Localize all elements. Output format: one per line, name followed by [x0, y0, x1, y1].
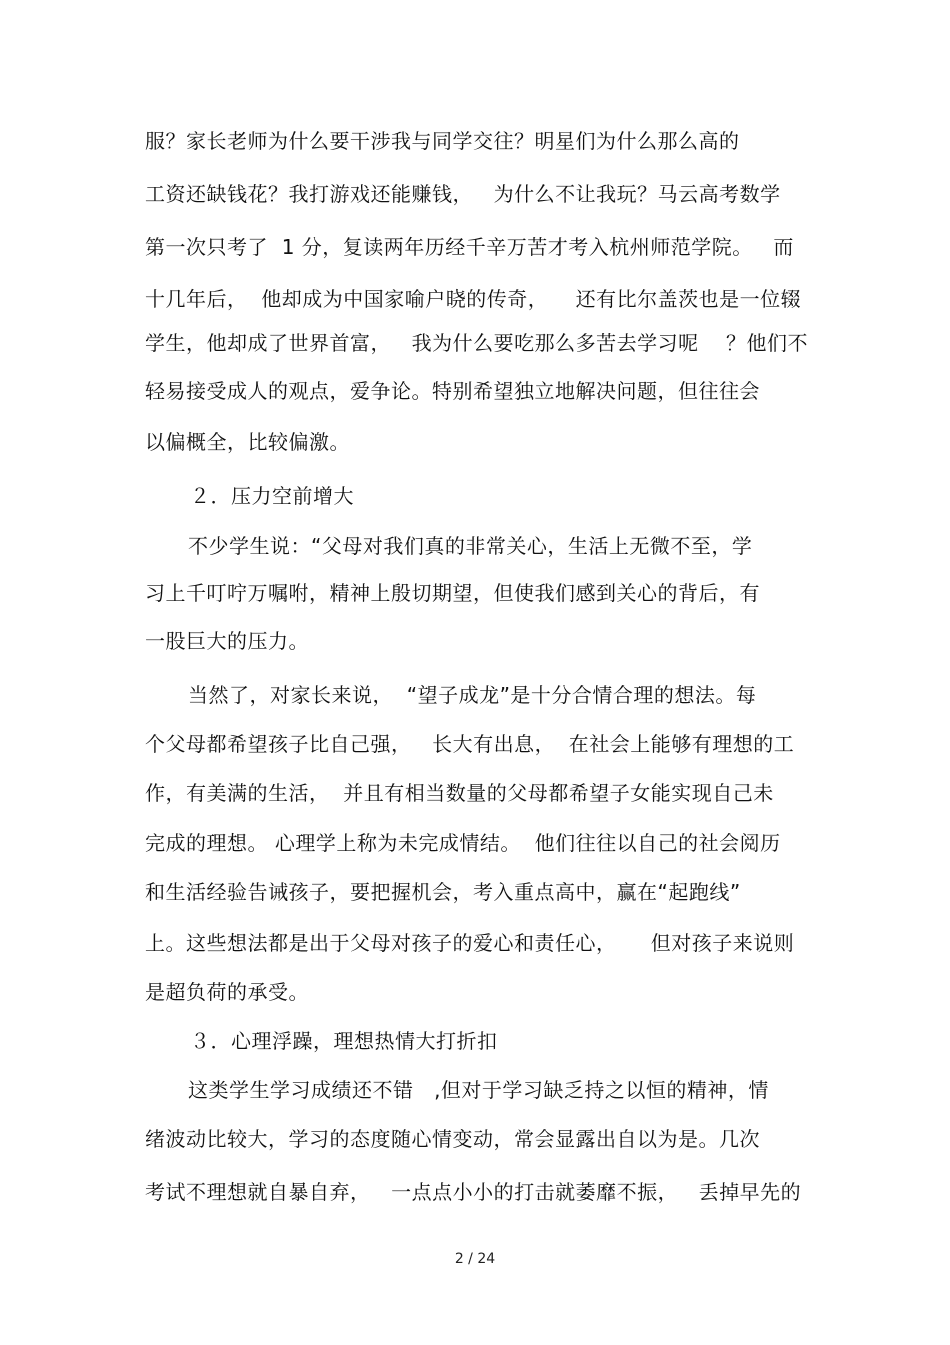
paragraph-line: 考试不理想就自暴自弃， 一点点小小的打击就萎靡不振， 丢掉早先的: [145, 1180, 802, 1204]
paragraph-line: 学生，他却成了世界首富， 我为什么要吃那么多苦去学习呢 ？他们不: [145, 331, 809, 355]
paragraph-line: 十几年后， 他却成为中国家喻户晓的传奇， 还有比尔盖茨也是一位辍: [145, 287, 802, 311]
paragraph-line: 当然了，对家长来说， “望子成龙”是十分合情合理的想法。每: [188, 683, 757, 707]
paragraph-line: 一股巨大的压力。: [145, 629, 309, 653]
paragraph-line: 上。这些想法都是出于父母对孩子的爱心和责任心， 但对孩子来说则: [145, 931, 795, 955]
paragraph-line: 不少学生说：“父母对我们真的非常关心，生活上无微不至，学: [188, 534, 753, 558]
paragraph-line: 绪波动比较大，学习的态度随心情变动，常会显露出自以为是。几次: [145, 1127, 760, 1151]
paragraph-line: 以偏概全，比较偏激。: [145, 430, 350, 454]
paragraph-line: 和生活经验告诫孩子，要把握机会，考入重点高中，赢在“起跑线”: [145, 880, 741, 904]
section-heading: ２．压力空前增大: [190, 484, 354, 508]
paragraph-line: 作，有美满的生活， 并且有相当数量的父母都希望子女能实现自己未: [145, 781, 774, 805]
paragraph-line: 习上千叮咛万嘱咐，精神上殷切期望，但使我们感到关心的背后，有: [145, 581, 760, 605]
paragraph-line: 工资还缺钱花？我打游戏还能赚钱， 为什么不让我玩？马云高考数学: [145, 182, 781, 206]
paragraph-line: 第一次只考了 1 分，复读两年历经千辛万苦才考入杭州师范学院。 而: [145, 235, 794, 259]
paragraph-line: 是超负荷的承受。: [145, 980, 309, 1004]
paragraph-line: 这类学生学习成绩还不错 ,但对于学习缺乏持之以恒的精神，情: [188, 1078, 769, 1102]
page-number: 2 / 24: [454, 1251, 496, 1267]
paragraph-line: 轻易接受成人的观点，爱争论。特别希望独立地解决问题，但往往会: [145, 379, 760, 403]
paragraph-line: 服？家长老师为什么要干涉我与同学交往？明星们为什么那么高的: [145, 129, 740, 153]
section-heading: ３．心理浮躁，理想热情大打折扣: [190, 1029, 498, 1053]
paragraph-line: 个父母都希望孩子比自己强， 长大有出息， 在社会上能够有理想的工: [145, 732, 795, 756]
paragraph-line: 完成的理想。 心理学上称为未完成情结。 他们往往以自己的社会阅历: [145, 831, 781, 855]
